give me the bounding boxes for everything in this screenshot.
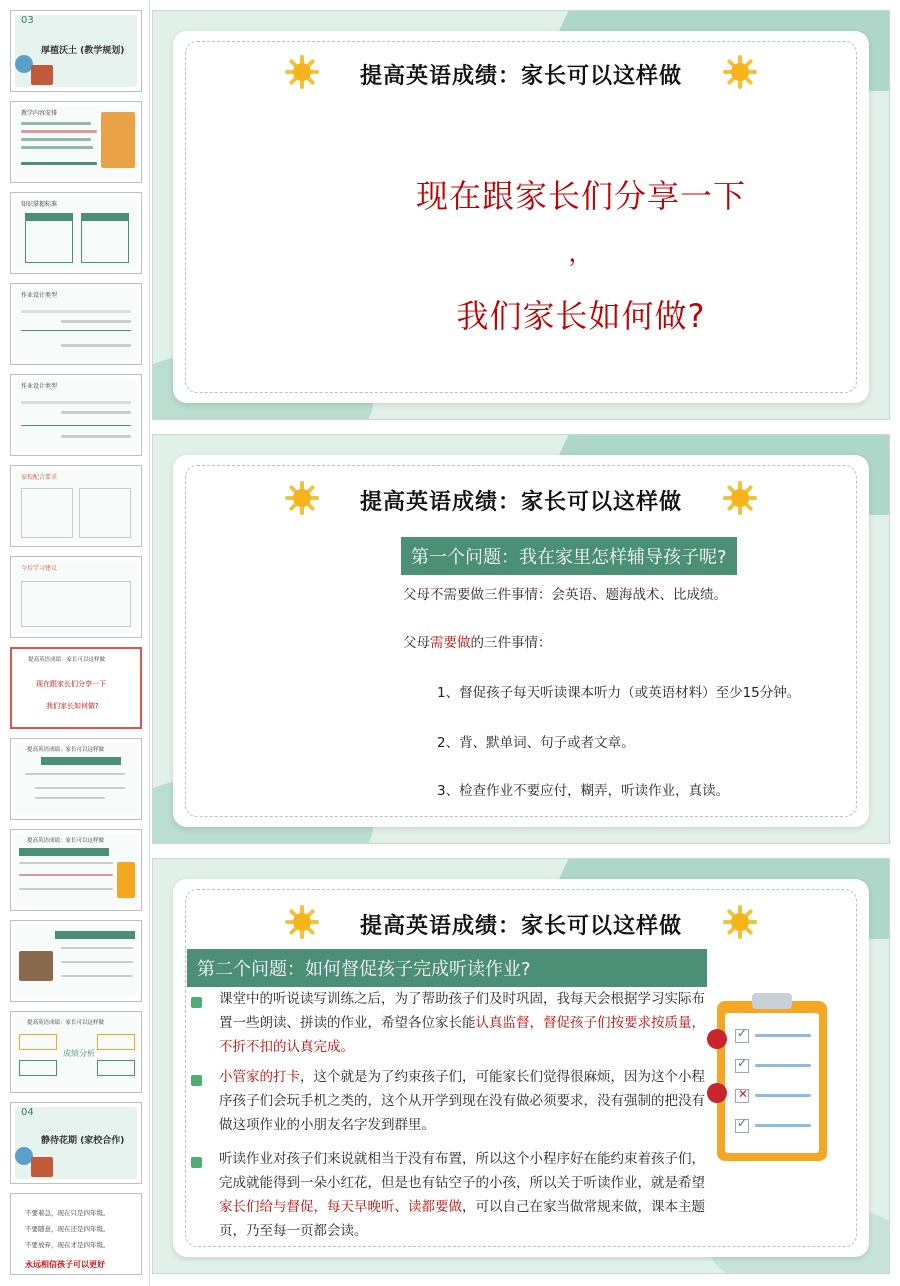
thumbnail-slide-5[interactable] (10, 374, 142, 456)
books-icon (31, 65, 53, 85)
question-bar: 第一个问题：我在家里怎样辅导孩子呢? (401, 537, 737, 575)
thumbnail-slide-8-selected[interactable] (10, 647, 142, 729)
thumbnail-slide-9[interactable] (10, 738, 142, 820)
thumbnail-slide-2[interactable] (10, 101, 142, 183)
slide-thumbnail-panel (0, 0, 150, 1286)
bullet-icon (191, 1075, 202, 1086)
paragraph-2: 小管家的打卡，这个就是为了约束孩子们，可能家长们觉得很麻烦，因为这个小程序孩子们会玩手机之类的，这个从开学到现在没有做必须要求，没有强制的把没有做这项作业的小朋友名字发到群里。 (219, 1069, 705, 1133)
thumbnail-title: 知识掌握标准 (21, 201, 58, 208)
section-title: 厚植沃土 (教学规划) (41, 46, 125, 56)
books-icon (31, 1157, 53, 1177)
thumbnail-title: 提高英语成绩：家长可以这样做 (28, 657, 106, 663)
thumbnail-title: 提高英语成绩：家长可以这样做 (27, 1020, 105, 1026)
checkmark-icon: ✓ (735, 1029, 749, 1043)
thumbnail-line-1: 现在跟家长们分享一下 (36, 680, 106, 688)
slide-card (173, 879, 869, 1257)
thumbnail-slide-3[interactable] (10, 192, 142, 274)
bullet-icon (191, 1157, 202, 1168)
paragraph-not-needed: 父母不需要做三件事情：会英语、题海战术、比成绩。 (403, 587, 727, 603)
sun-icon (723, 905, 757, 939)
section-title: 静待花期 (家校合作) (41, 1136, 125, 1146)
cross-icon: ✕ (735, 1089, 749, 1103)
slide-card (173, 31, 869, 403)
slide-title: 提高英语成绩：家长可以这样做 (359, 490, 682, 515)
thumbnail-line: 不要放弃，现在才是四年级。 (25, 1241, 110, 1249)
thumbnail-center-text: 成绩分析 (63, 1049, 95, 1058)
thumbnail-title: 提高英语成绩：家长可以这样做 (27, 838, 105, 844)
thumbnail-slide-13[interactable] (10, 1102, 142, 1184)
thumbnail-slide-6[interactable] (10, 465, 142, 547)
slide-card (173, 455, 869, 827)
bullet-icon (191, 997, 202, 1008)
thumbnail-title: 家校配合要求 (21, 474, 58, 481)
paragraph-1: 课堂中的听说读写训练之后，为了帮助孩子们及时巩固，我每天会根据学习实际布置一些朗读、拼读的作业，希望各位家长能认真监督，督促孩子们按要求按质量，不折不扣的认真完成。 (219, 991, 705, 1055)
thumbnail-line: 不要随意，现在还是四年级。 (25, 1225, 110, 1233)
thumbnail-line: 不要着急，现在只是四年级。 (25, 1209, 110, 1217)
sun-icon (723, 481, 757, 515)
thumbnail-slide-11[interactable] (10, 920, 142, 1002)
checkmark-icon: ✓ (735, 1059, 749, 1073)
thumbnail-title: 教学内容安排 (21, 110, 58, 117)
question-line: 我们家长如何做? (456, 297, 706, 335)
clipboard-icon (707, 991, 827, 1161)
paragraph-needed: 父母需要做的三件事情： (403, 635, 552, 651)
thumbnail-title: 作业设计类型 (21, 383, 58, 390)
thumbnail-slide-14[interactable] (10, 1193, 142, 1275)
list-item-2: 2、背、默单词、句子或者文章。 (437, 735, 635, 751)
slide-1[interactable] (152, 10, 890, 420)
thumbnail-slide-10[interactable] (10, 829, 142, 911)
thumbnail-slide-4[interactable] (10, 283, 142, 365)
paragraph-3: 听读作业对孩子们来说就相当于没有布置，所以这个小程序好在能约束着孩子们，完成就能得到一朵小红花，但是也有钻空子的小孩，所以关于听读作业，就是希望家长们给与督促，每天早晚听、读都要做，可以自己在家当做常规来做，课本主题页，乃至每一页都会读。 (219, 1151, 705, 1239)
thumbnail-slide-7[interactable] (10, 556, 142, 638)
thumbnail-title: 提高英语成绩：家长可以这样做 (27, 747, 105, 753)
sun-icon (723, 55, 757, 89)
section-number: 03 (21, 15, 34, 26)
list-item-3: 3、检查作业不要应付，糊弄，听读作业，真读。 (437, 783, 730, 799)
thumbnail-line-2: 我们家长如何做? (46, 702, 99, 710)
thumbnail-title: 作业设计类型 (21, 292, 58, 299)
question-bar: 第二个问题：如何督促孩子完成听读作业? (187, 949, 707, 987)
thumbnail-slide-12[interactable] (10, 1011, 142, 1093)
section-number: 04 (21, 1107, 34, 1118)
list-item-1: 1、督促孩子每天听读课本听力（或英语材料）至少15分钟。 (437, 685, 801, 701)
textbook-cover-image (101, 112, 135, 168)
slide-2[interactable] (152, 434, 890, 844)
checkmark-icon: ✓ (735, 1119, 749, 1133)
comma-line: ， (568, 239, 594, 267)
slide-3[interactable] (152, 858, 890, 1274)
share-line: 现在跟家长们分享一下 (415, 177, 746, 215)
slide-title: 提高英语成绩：家长可以这样做 (359, 914, 682, 939)
thumbnail-title: 今后学习建议 (21, 565, 58, 572)
slide-title: 提高英语成绩：家长可以这样做 (359, 64, 682, 89)
thumbnail-slide-1[interactable] (10, 10, 142, 92)
thumbnail-bottom-text: 永远相信孩子可以更好 (25, 1260, 105, 1269)
